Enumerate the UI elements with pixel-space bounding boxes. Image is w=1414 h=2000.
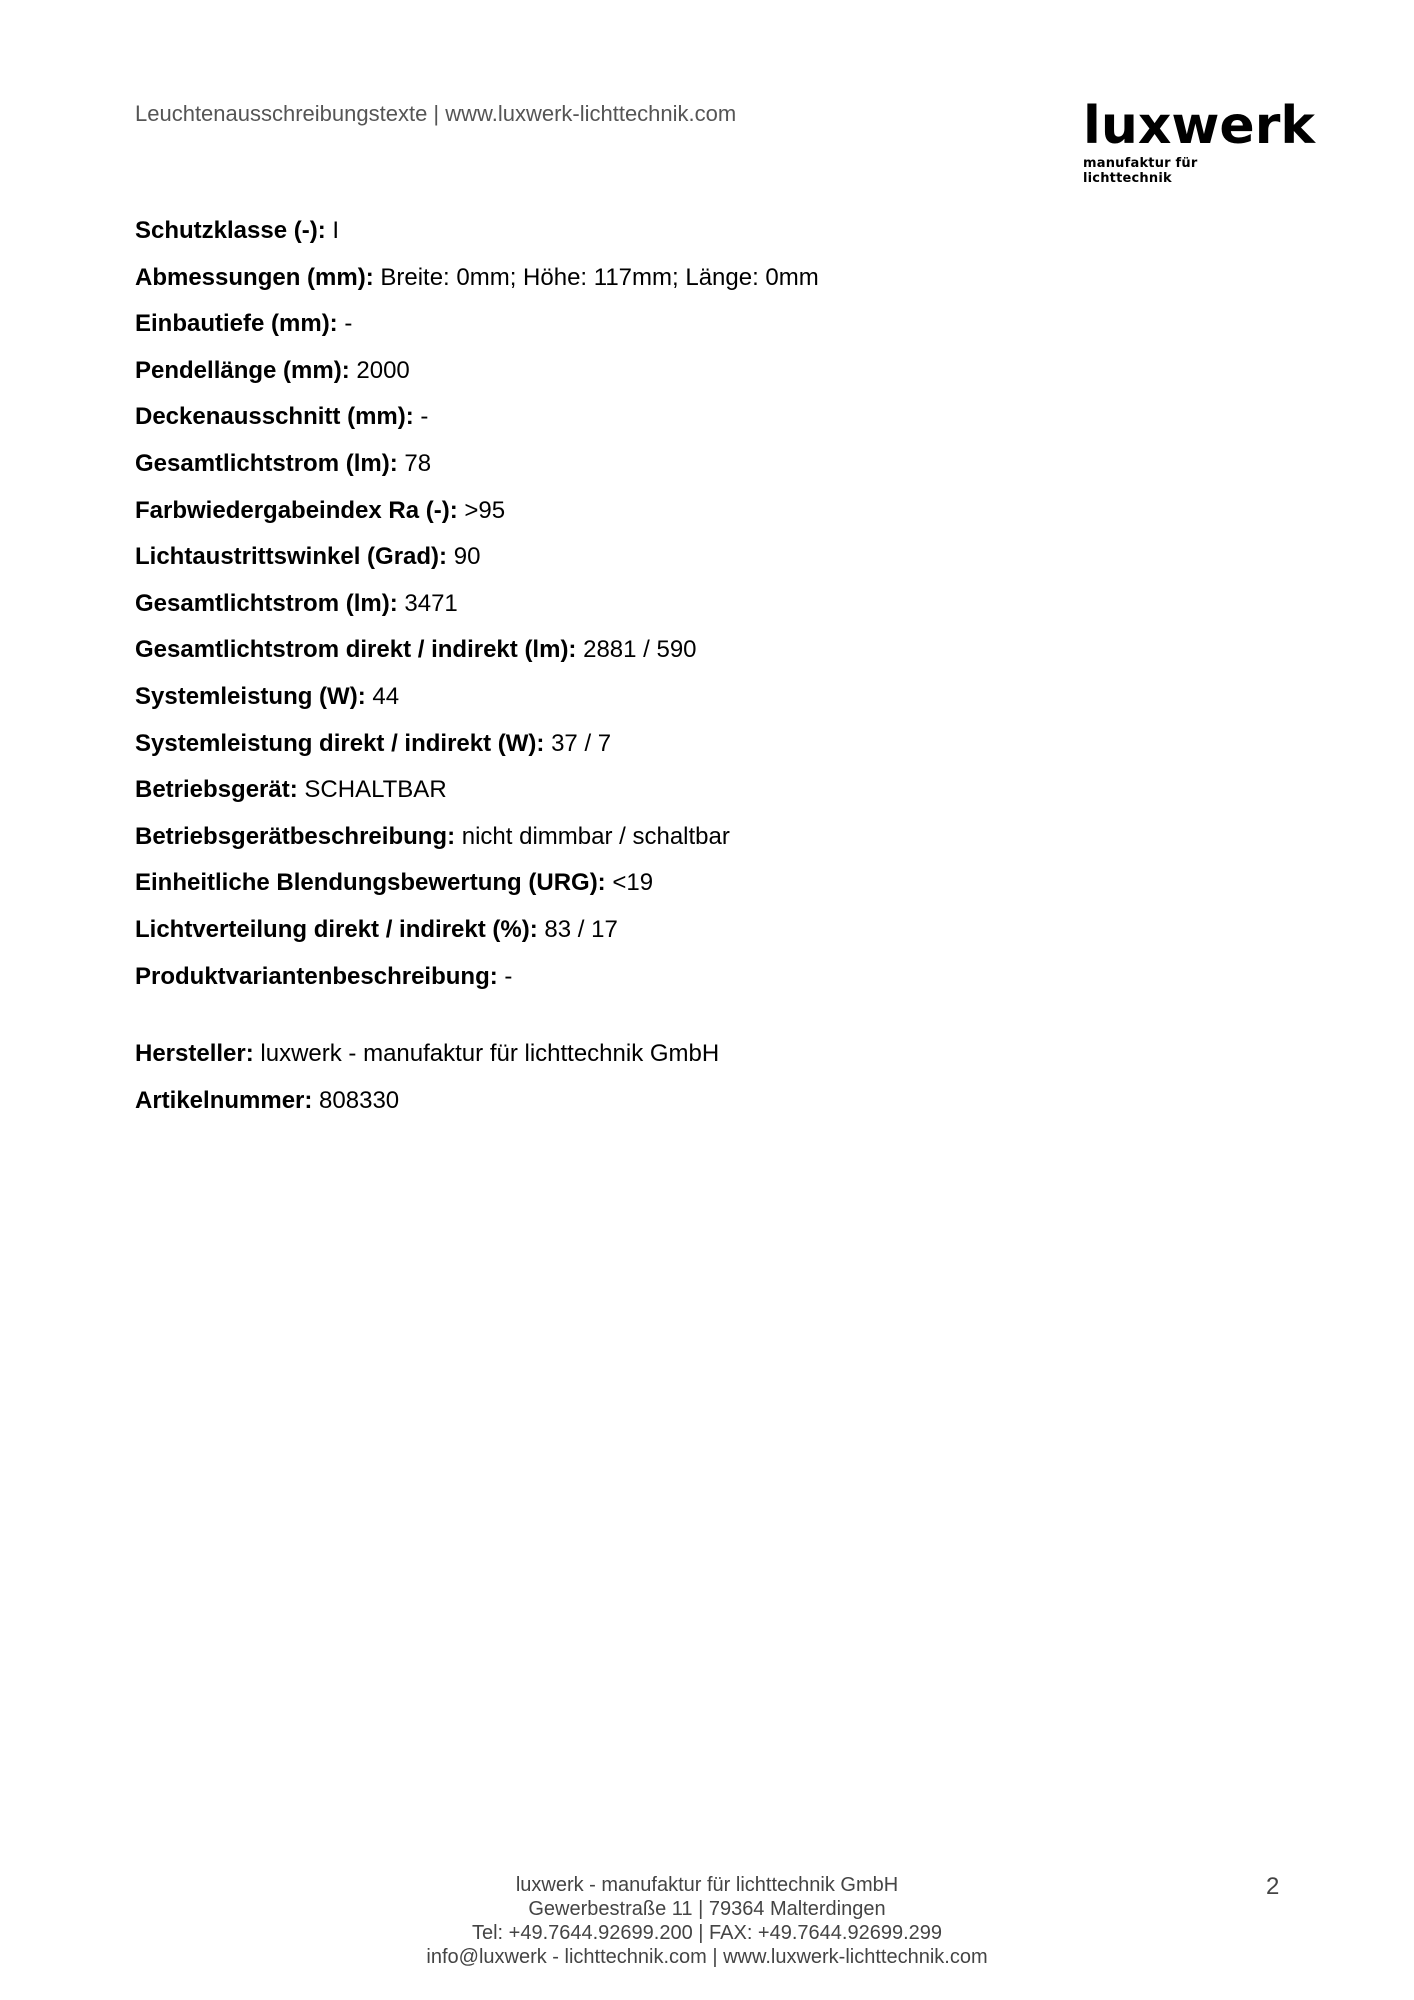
spec-label: Systemleistung (W): [135, 682, 366, 710]
logo-subtitle: manufaktur für lichttechnik [1083, 156, 1198, 186]
spec-value: Breite: 0mm; Höhe: 117mm; Länge: 0mm [380, 263, 819, 291]
spec-label: Farbwiedergabeindex Ra (-): [135, 496, 458, 524]
spec-value: 83 / 17 [544, 915, 618, 943]
footer-email-web: info@luxwerk - lichttechnik.com | www.luxwerk-lichttechnik.com [426, 1946, 988, 1968]
article-number-row [135, 1078, 1285, 1125]
spec-row [135, 674, 1285, 721]
spec-label: Einbautiefe (mm): [135, 310, 338, 338]
spec-row [135, 255, 1285, 302]
footer-phone-fax: Tel: +49.7644.92699.200 | FAX: +49.7644.92699.299 [471, 1922, 943, 1944]
spec-label: Artikelnummer: [135, 1086, 313, 1114]
spec-value: 808330 [319, 1086, 400, 1114]
spec-label: Produktvariantenbeschreibung: [135, 962, 498, 990]
spec-row [135, 954, 1285, 1001]
spec-row [135, 814, 1285, 861]
spec-label: Deckenausschnitt (mm): [135, 403, 414, 431]
spec-value: luxwerk - manufaktur für lichttechnik GmbH [260, 1040, 720, 1068]
spec-row [135, 208, 1285, 255]
logo-wordmark: luxwerk [1083, 96, 1315, 156]
spec-value: I [332, 217, 340, 244]
spec-row [135, 534, 1285, 581]
spec-list [135, 208, 1285, 1124]
spec-value: - [420, 403, 429, 431]
spec-row [135, 581, 1285, 628]
spec-row [135, 907, 1285, 954]
spec-value: 2000 [356, 356, 410, 384]
spec-label: Gesamtlichtstrom (lm): [135, 449, 398, 477]
spec-row [135, 767, 1285, 814]
spec-label: Gesamtlichtstrom (lm): [135, 589, 398, 617]
spec-label: Schutzklasse (-): [135, 217, 326, 244]
spec-spacer [135, 1000, 1285, 1031]
spec-label: Betriebsgerätbeschreibung: [135, 822, 456, 850]
spec-label: Betriebsgerät: [135, 776, 298, 804]
spec-value: >95 [464, 496, 506, 524]
spec-row [135, 301, 1285, 348]
spec-label: Hersteller: [135, 1040, 254, 1068]
spec-value: 90 [453, 543, 481, 571]
page-number: 2 [1266, 1873, 1280, 1900]
spec-value: 3471 [404, 589, 458, 617]
manufacturer-row [135, 1031, 1285, 1078]
spec-row [135, 441, 1285, 488]
spec-value: nicht dimmbar / schaltbar [461, 822, 730, 850]
header-text: Leuchtenausschreibungstexte | www.luxwerk-lichttechnik.com [135, 101, 737, 126]
spec-row [135, 627, 1285, 674]
luxwerk-logo [1083, 96, 1315, 186]
spec-row [135, 394, 1285, 441]
spec-row [135, 348, 1285, 395]
spec-label: Gesamtlichtstrom direkt / indirekt (lm): [135, 636, 577, 664]
spec-label: Systemleistung direkt / indirekt (W): [135, 729, 545, 757]
spec-label: Einheitliche Blendungsbewertung (URG): [135, 869, 606, 897]
footer [0, 1873, 1414, 1969]
spec-value: 37 / 7 [551, 729, 612, 757]
spec-value: - [344, 310, 353, 338]
spec-label: Lichtverteilung direkt / indirekt (%): [135, 915, 538, 943]
footer-address: Gewerbestraße 11 | 79364 Malterdingen [528, 1898, 886, 1920]
spec-label: Abmessungen (mm): [135, 263, 374, 291]
spec-value: - [504, 962, 513, 990]
spec-value: SCHALTBAR [304, 776, 447, 804]
spec-value: 44 [372, 682, 400, 710]
footer-company: luxwerk - manufaktur für lichttechnik GmbH [515, 1874, 899, 1896]
spec-label: Lichtaustrittswinkel (Grad): [135, 543, 448, 571]
spec-row [135, 488, 1285, 535]
spec-value: 78 [404, 449, 432, 477]
spec-value: 2881 / 590 [583, 636, 697, 664]
spec-row [135, 721, 1285, 768]
spec-row [135, 860, 1285, 907]
spec-value: <19 [612, 869, 654, 897]
spec-label: Pendellänge (mm): [135, 356, 350, 384]
